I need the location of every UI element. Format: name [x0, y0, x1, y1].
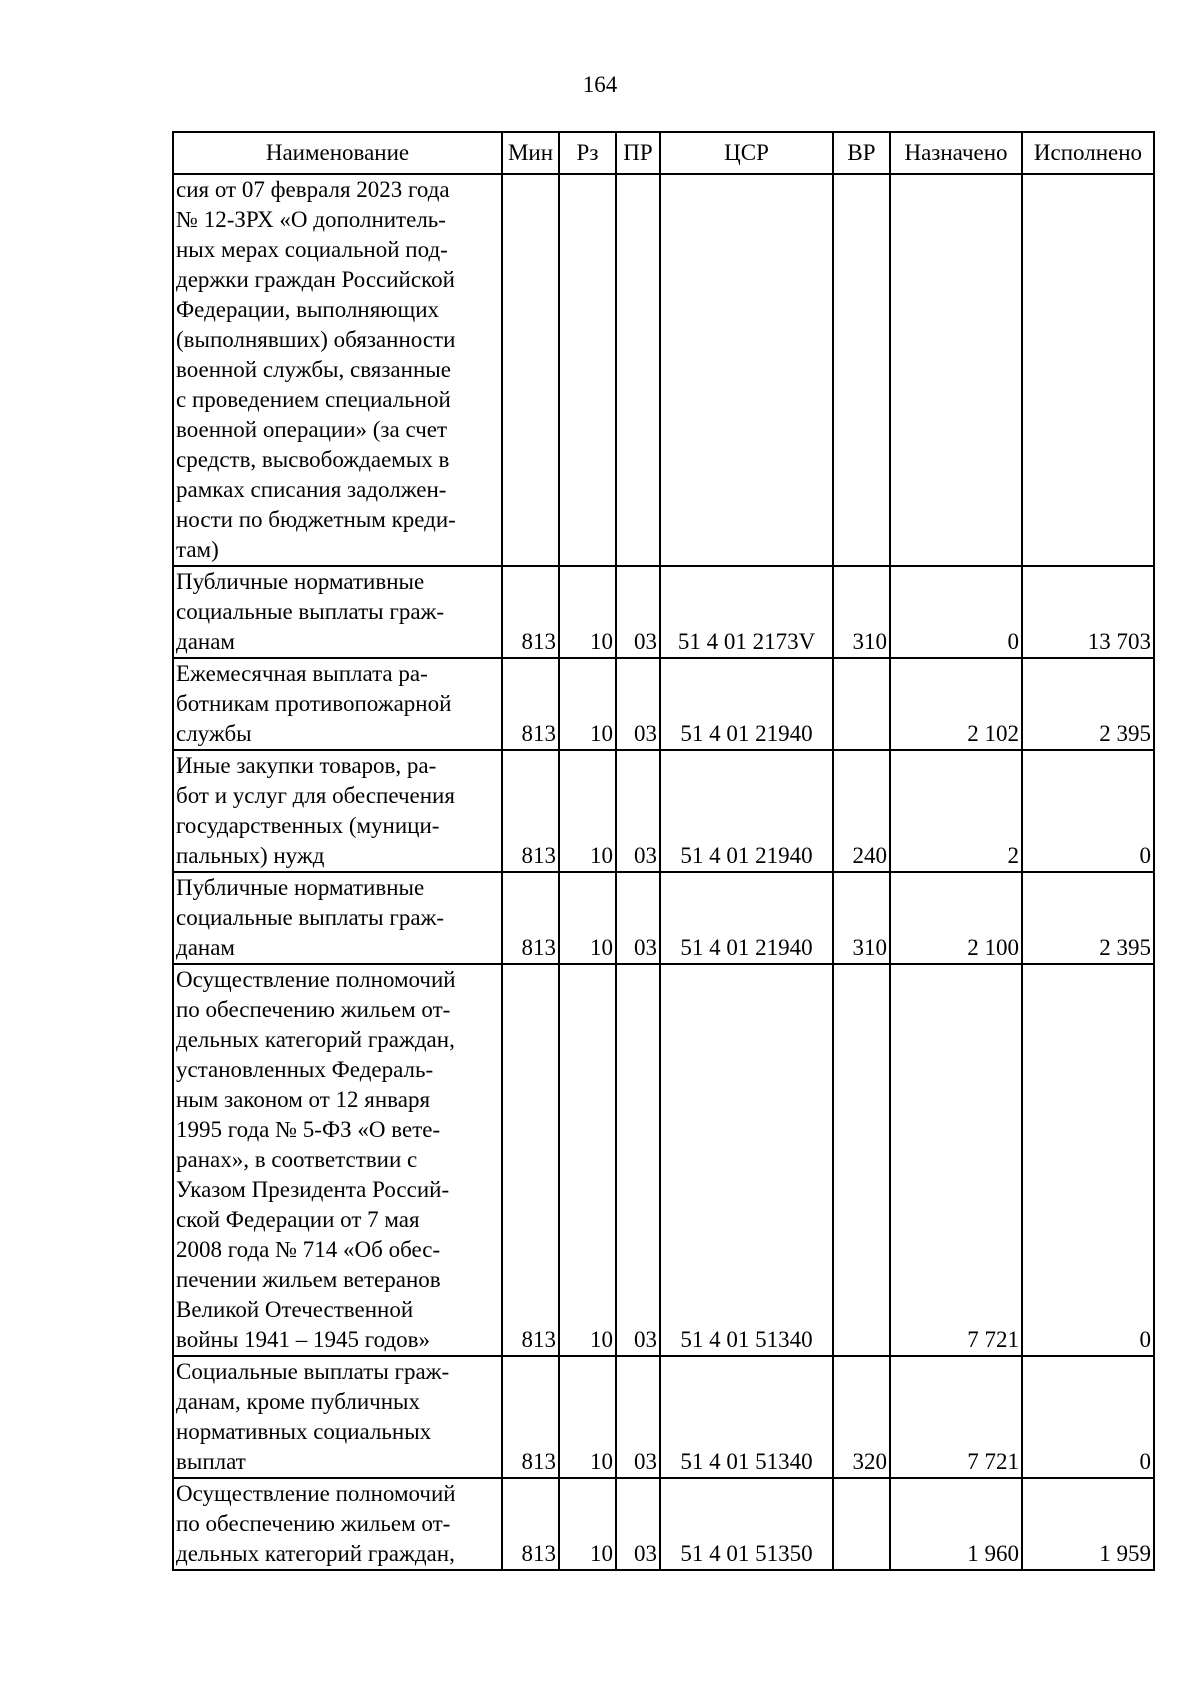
row-min: 813 [502, 566, 559, 658]
row-min: 813 [502, 1478, 559, 1570]
row-csr: 51 4 01 51340 [660, 1356, 833, 1478]
row-vr: 240 [833, 750, 890, 872]
row-csr: 51 4 01 21940 [660, 750, 833, 872]
row-pr: 03 [616, 964, 660, 1356]
row-pr: 03 [616, 658, 660, 750]
table-header-row [173, 132, 1154, 174]
row-min: 813 [502, 750, 559, 872]
row-name: Ежемесячная выплата ра- ботникам противопожарной службы [173, 658, 502, 750]
header-pr: ПР [616, 132, 660, 174]
row-vr [833, 658, 890, 750]
row-name: Социальные выплаты граж- данам, кроме публичных нормативных социальных выплат [173, 1356, 502, 1478]
table-row [173, 174, 1154, 566]
row-csr [660, 174, 833, 566]
row-pr [616, 174, 660, 566]
header-csr: ЦСР [660, 132, 833, 174]
row-csr: 51 4 01 51350 [660, 1478, 833, 1570]
row-assigned: 2 102 [890, 658, 1022, 750]
row-vr: 320 [833, 1356, 890, 1478]
row-assigned: 2 100 [890, 872, 1022, 964]
row-assigned: 7 721 [890, 964, 1022, 1356]
row-name: Публичные нормативные социальные выплаты граж- данам [173, 872, 502, 964]
row-rz: 10 [559, 872, 616, 964]
row-rz: 10 [559, 1356, 616, 1478]
row-rz: 10 [559, 566, 616, 658]
row-min [502, 174, 559, 566]
row-assigned [890, 174, 1022, 566]
row-name: Иные закупки товаров, ра- бот и услуг для обеспечения государственных (муници- пальных) нужд [173, 750, 502, 872]
row-vr: 310 [833, 566, 890, 658]
row-csr: 51 4 01 2173V [660, 566, 833, 658]
row-rz [559, 174, 616, 566]
row-pr: 03 [616, 1356, 660, 1478]
header-vr: ВР [833, 132, 890, 174]
row-executed: 13 703 [1022, 566, 1154, 658]
row-executed: 0 [1022, 964, 1154, 1356]
header-assigned: Назначено [890, 132, 1022, 174]
table-row [173, 1478, 1154, 1570]
table-row [173, 750, 1154, 872]
row-csr: 51 4 01 21940 [660, 658, 833, 750]
row-csr: 51 4 01 51340 [660, 964, 833, 1356]
row-pr: 03 [616, 872, 660, 964]
row-assigned: 0 [890, 566, 1022, 658]
page-number: 164 [582, 72, 618, 97]
row-pr: 03 [616, 1478, 660, 1570]
row-min: 813 [502, 658, 559, 750]
row-pr: 03 [616, 750, 660, 872]
header-rz: Рз [559, 132, 616, 174]
row-executed: 2 395 [1022, 658, 1154, 750]
row-vr [833, 174, 890, 566]
row-assigned: 7 721 [890, 1356, 1022, 1478]
table-row [173, 658, 1154, 750]
table-row [173, 1356, 1154, 1478]
row-rz: 10 [559, 964, 616, 1356]
row-vr: 310 [833, 872, 890, 964]
row-executed: 2 395 [1022, 872, 1154, 964]
row-assigned: 1 960 [890, 1478, 1022, 1570]
row-rz: 10 [559, 658, 616, 750]
row-min: 813 [502, 872, 559, 964]
table-row [173, 964, 1154, 1356]
budget-table [172, 131, 1155, 1571]
row-executed: 1 959 [1022, 1478, 1154, 1570]
row-pr: 03 [616, 566, 660, 658]
row-vr [833, 964, 890, 1356]
row-min: 813 [502, 964, 559, 1356]
row-rz: 10 [559, 1478, 616, 1570]
row-executed: 0 [1022, 1356, 1154, 1478]
row-assigned: 2 [890, 750, 1022, 872]
row-executed [1022, 174, 1154, 566]
row-name: Публичные нормативные социальные выплаты граж- данам [173, 566, 502, 658]
table-row [173, 566, 1154, 658]
row-executed: 0 [1022, 750, 1154, 872]
row-vr [833, 1478, 890, 1570]
row-min: 813 [502, 1356, 559, 1478]
row-name: сия от 07 февраля 2023 года № 12-ЗРХ «О дополнитель- ных мерах социальной под- держки граждан Российской Федерации, выполняющих (выполнявших) обязанности военной службы, связанные с проведением специальной военной операции» (за счет средств, высвобождаемых в рамках списания задолжен- ности по бюджетным креди- там) [173, 174, 502, 566]
row-csr: 51 4 01 21940 [660, 872, 833, 964]
header-min: Мин [502, 132, 559, 174]
table-row [173, 872, 1154, 964]
row-name: Осуществление полномочий по обеспечению жильем от- дельных категорий граждан, установленных Федераль- ным законом от 12 января 1995 года № 5-ФЗ «О вете- ранах», в соответствии с Указом Президента Россий- ской Федерации от 7 мая 2008 года № 714 «Об обес- печении жильем ветеранов Великой Отечественной войны 1941 – 1945 годов» [173, 964, 502, 1356]
header-name: Наименование [173, 132, 502, 174]
row-name: Осуществление полномочий по обеспечению жильем от- дельных категорий граждан, [173, 1478, 502, 1570]
header-executed: Исполнено [1022, 132, 1154, 174]
row-rz: 10 [559, 750, 616, 872]
